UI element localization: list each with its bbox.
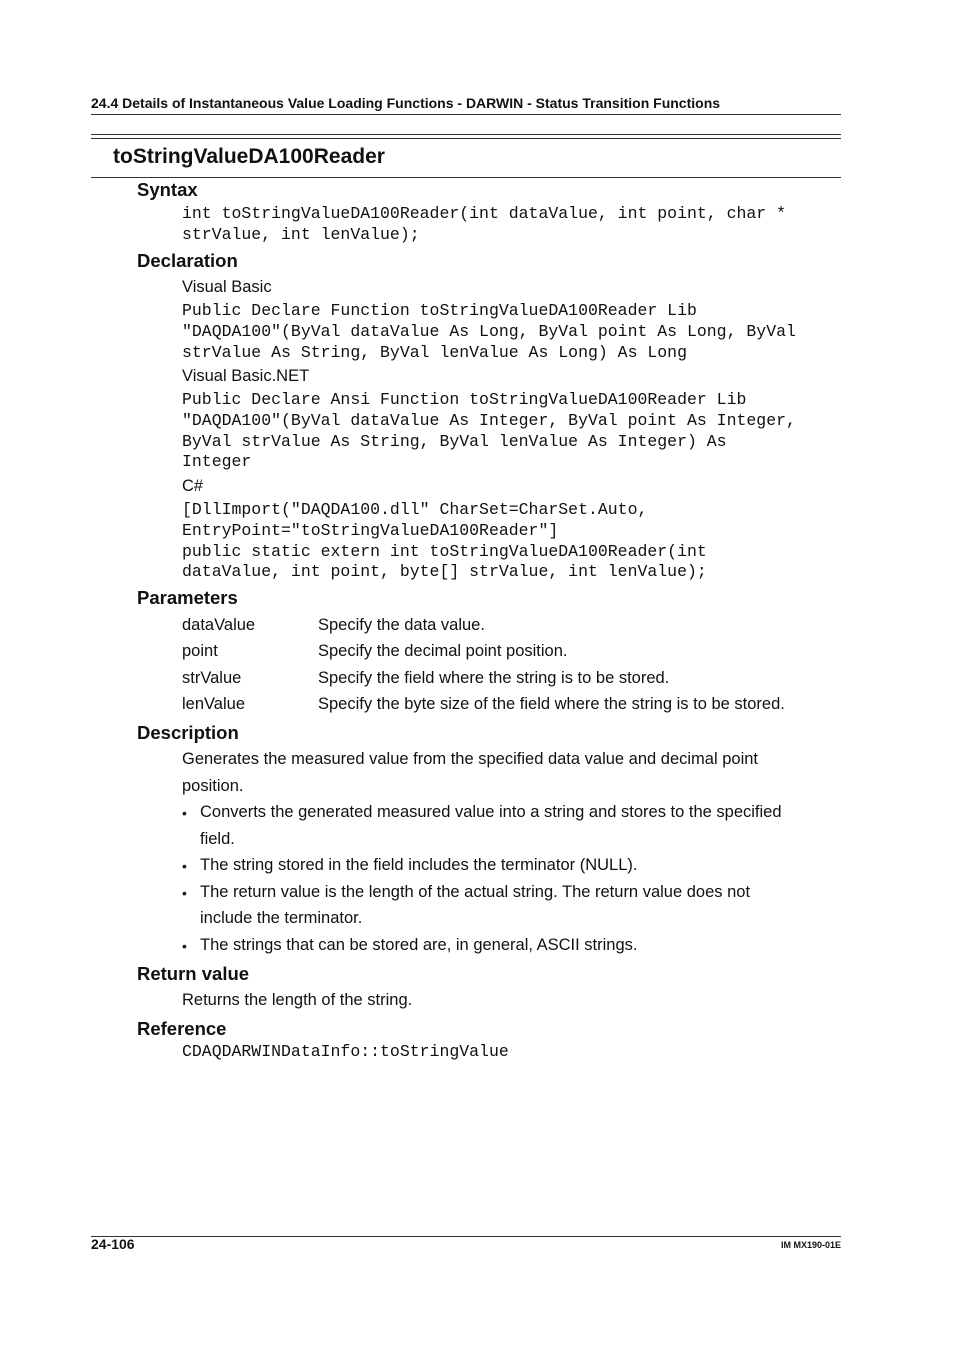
description-bullet: The string stored in the field includes the terminator (NULL).	[200, 856, 638, 874]
bullet-mark: •	[182, 858, 187, 874]
param-name: lenValue	[182, 695, 245, 713]
param-desc: Specify the byte size of the field where the string is to be stored.	[318, 695, 785, 713]
cs-label: C#	[182, 477, 204, 495]
footer-rule	[91, 1236, 841, 1237]
vb-code: Public Declare Function toStringValueDA100Reader Lib "DAQDA100"(ByVal dataValue As Long, ByVal point As Long, ByVal strValue As String, ByVal lenValue As Long) As Long	[182, 301, 796, 362]
header-rule	[91, 114, 841, 115]
page-number: 24-106	[91, 1236, 135, 1252]
vb-label: Visual Basic	[182, 278, 272, 296]
param-desc: Specify the field where the string is to be stored.	[318, 669, 670, 687]
description-heading: Description	[137, 722, 239, 743]
title-top-rule	[91, 134, 841, 135]
description-bullet-cont: include the terminator.	[200, 909, 363, 927]
title-top-rule-2	[91, 138, 841, 139]
description-bullet: The return value is the length of the actual string. The return value does not	[200, 883, 751, 901]
param-name: point	[182, 642, 218, 660]
param-name: strValue	[182, 669, 242, 687]
return-value-heading: Return value	[137, 963, 250, 984]
bullet-mark: •	[182, 805, 187, 821]
syntax-code: int toStringValueDA100Reader(int dataValue, int point, char * strValue, int lenValue);	[182, 204, 786, 244]
bullet-mark: •	[182, 885, 187, 901]
running-header: 24.4 Details of Instantaneous Value Loading Functions - DARWIN - Status Transition Functions	[91, 95, 721, 111]
description-bullet-cont: field.	[200, 830, 235, 848]
vbnet-label: Visual Basic.NET	[182, 367, 310, 385]
reference-heading: Reference	[137, 1018, 227, 1039]
document-id: IM MX190-01E	[780, 1240, 841, 1250]
reference-code: CDAQDARWINDataInfo::toStringValue	[182, 1042, 509, 1061]
description-intro-cont: position.	[182, 777, 244, 795]
declaration-heading: Declaration	[137, 250, 238, 271]
parameters-heading: Parameters	[137, 587, 238, 608]
param-name: dataValue	[182, 616, 256, 634]
vbnet-code: Public Declare Ansi Function toStringValueDA100Reader Lib "DAQDA100"(ByVal dataValue As Integer, ByVal point As Integer, ByVal strValue As String, ByVal lenValue As Integer) As Integer	[182, 390, 796, 472]
return-value-text: Returns the length of the string.	[182, 991, 413, 1009]
description-bullet: The strings that can be stored are, in general, ASCII strings.	[200, 936, 638, 954]
title-bottom-rule	[91, 177, 841, 178]
syntax-heading: Syntax	[137, 179, 198, 200]
param-desc: Specify the decimal point position.	[318, 642, 568, 660]
description-bullet: Converts the generated measured value into a string and stores to the specified	[200, 803, 782, 821]
bullet-mark: •	[182, 938, 187, 954]
function-title: toStringValueDA100Reader	[113, 145, 385, 168]
cs-code: [DllImport("DAQDA100.dll" CharSet=CharSet.Auto, EntryPoint="toStringValueDA100Reader"] public static extern int toStringValueDA100Reader(int dataValue, int point, byte[] strValue, int lenValue);	[182, 500, 707, 582]
param-desc: Specify the data value.	[318, 616, 485, 634]
description-intro: Generates the measured value from the specified data value and decimal point	[182, 750, 759, 768]
